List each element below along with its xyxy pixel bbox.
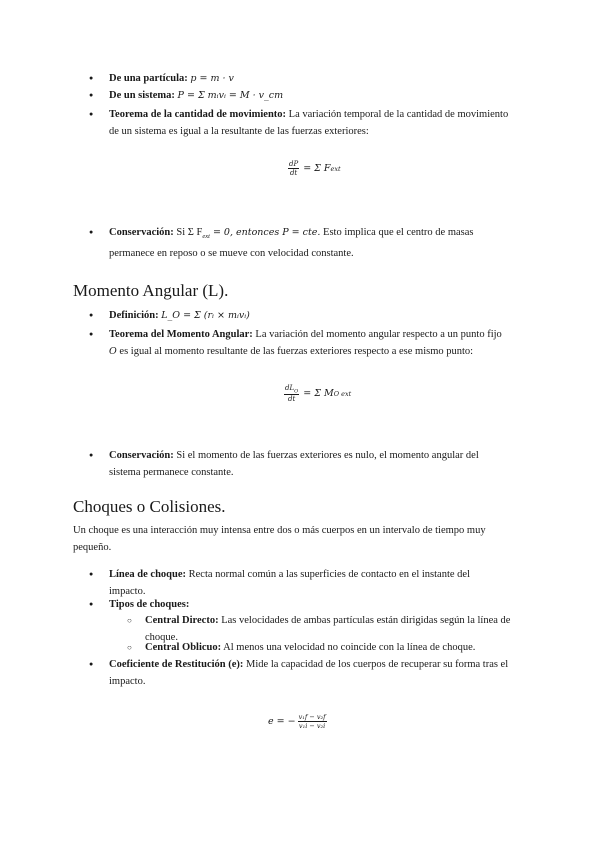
restitution-label: Coeficiente de Restitución (e): xyxy=(109,659,244,670)
restitution-text: Mide la capacidad de los cuerpos de recuperar su forma tras el impacto. xyxy=(109,659,509,687)
angular-theorem-text-after: es igual al momento resultante de las fuerzas exteriores respecto a ese mismo punto: xyxy=(116,346,474,357)
list-item-momentum-theorem xyxy=(109,106,509,140)
list-item-collision-line xyxy=(109,566,509,600)
conservation-text-after: Esto implica que el centro de masas permanece en reposo o se mueve con velocidad constante. xyxy=(109,227,474,260)
fraction-denominator: v₁i − v₂i xyxy=(298,722,326,730)
list-item-angular-conservation xyxy=(109,447,509,481)
angular-conservation-text: Si el momento de las fuerzas exteriores es nulo, el momento angular del sistema permanece constante. xyxy=(109,450,479,478)
section-title-angular: Momento Angular (L). xyxy=(73,281,229,300)
list-item-definition xyxy=(109,307,509,324)
numerator-symbol: dL xyxy=(285,384,295,392)
list-item-angular-theorem xyxy=(109,326,509,360)
fixed-point-symbol: O xyxy=(109,346,117,357)
list-item-central-oblique xyxy=(145,639,515,656)
collisions-intro: Un choque es una interacción muy intensa entre dos o más cuerpos en un intervalo de tiempo muy pequeño. xyxy=(73,525,486,553)
conservation-formula: = 0, entonces P = cte. xyxy=(209,227,321,238)
conservation-text-before: Si Σ F xyxy=(176,227,203,238)
equation-rhs: = Σ M xyxy=(303,388,334,400)
fraction-numerator: dP xyxy=(289,160,299,168)
momentum-theorem-text: La variación temporal de la cantidad de movimiento de un sistema es igual a la resultante de las fuerzas exteriores: xyxy=(109,109,509,137)
particle-label: De una partícula: xyxy=(109,73,188,84)
equation-rhs-subscript: ext xyxy=(330,164,341,173)
conservation-label: Conservación: xyxy=(109,227,174,238)
angular-conservation-label: Conservación: xyxy=(109,450,174,461)
system-formula: P = Σ mᵢvᵢ = M · v_cm xyxy=(177,90,284,101)
central-direct-label: Central Directo: xyxy=(145,615,219,626)
momentum-theorem-label: Teorema de la cantidad de movimiento: xyxy=(109,109,287,120)
conservation-subscript: ext xyxy=(202,233,210,241)
collision-types-label: Tipos de choques: xyxy=(109,599,190,610)
list-item-restitution xyxy=(109,656,509,690)
equation-rhs: = Σ F xyxy=(303,163,331,174)
list-item-particle xyxy=(109,70,509,87)
numerator-subscript: O xyxy=(294,388,299,395)
angular-equation xyxy=(284,384,351,403)
momentum-equation xyxy=(288,160,341,177)
central-oblique-text: Al menos una velocidad no coincide con la línea de choque. xyxy=(223,642,476,653)
equation-rhs-subscript: O ext xyxy=(333,389,352,398)
section-title-collisions: Choques o Colisiones. xyxy=(73,497,226,516)
restitution-fraction xyxy=(298,713,327,730)
fraction-denominator: dt xyxy=(289,169,298,177)
list-item-collision-types xyxy=(109,596,509,613)
list-item-system xyxy=(109,87,509,104)
fraction-numerator xyxy=(284,384,299,395)
momentum-derivative-fraction xyxy=(288,160,299,177)
central-oblique-label: Central Oblicuo: xyxy=(145,642,222,653)
restitution-lhs: e = − xyxy=(268,716,296,727)
collision-line-label: Línea de choque: xyxy=(109,569,187,580)
angular-theorem-label: Teorema del Momento Angular: xyxy=(109,329,253,340)
definition-label: Definición: xyxy=(109,310,159,321)
particle-formula: p = m · v xyxy=(190,73,234,84)
collision-line-text: Recta normal común a las superficies de contacto en el instante del impacto. xyxy=(109,569,470,597)
restitution-equation xyxy=(268,713,331,730)
fraction-numerator: v₁f − v₂f xyxy=(298,713,326,721)
fraction-denominator: dt xyxy=(287,395,296,404)
list-item-momentum-conservation xyxy=(109,224,509,262)
central-direct-text: Las velocidades de ambas partículas están dirigidas según la línea de choque. xyxy=(145,615,511,643)
angular-derivative-fraction xyxy=(284,384,299,403)
definition-formula: L_O = Σ (rᵢ × mᵢvᵢ) xyxy=(161,310,250,321)
angular-theorem-text-before: La variación del momento angular respecto a un punto fijo xyxy=(255,329,502,340)
system-label: De un sistema: xyxy=(109,90,175,101)
